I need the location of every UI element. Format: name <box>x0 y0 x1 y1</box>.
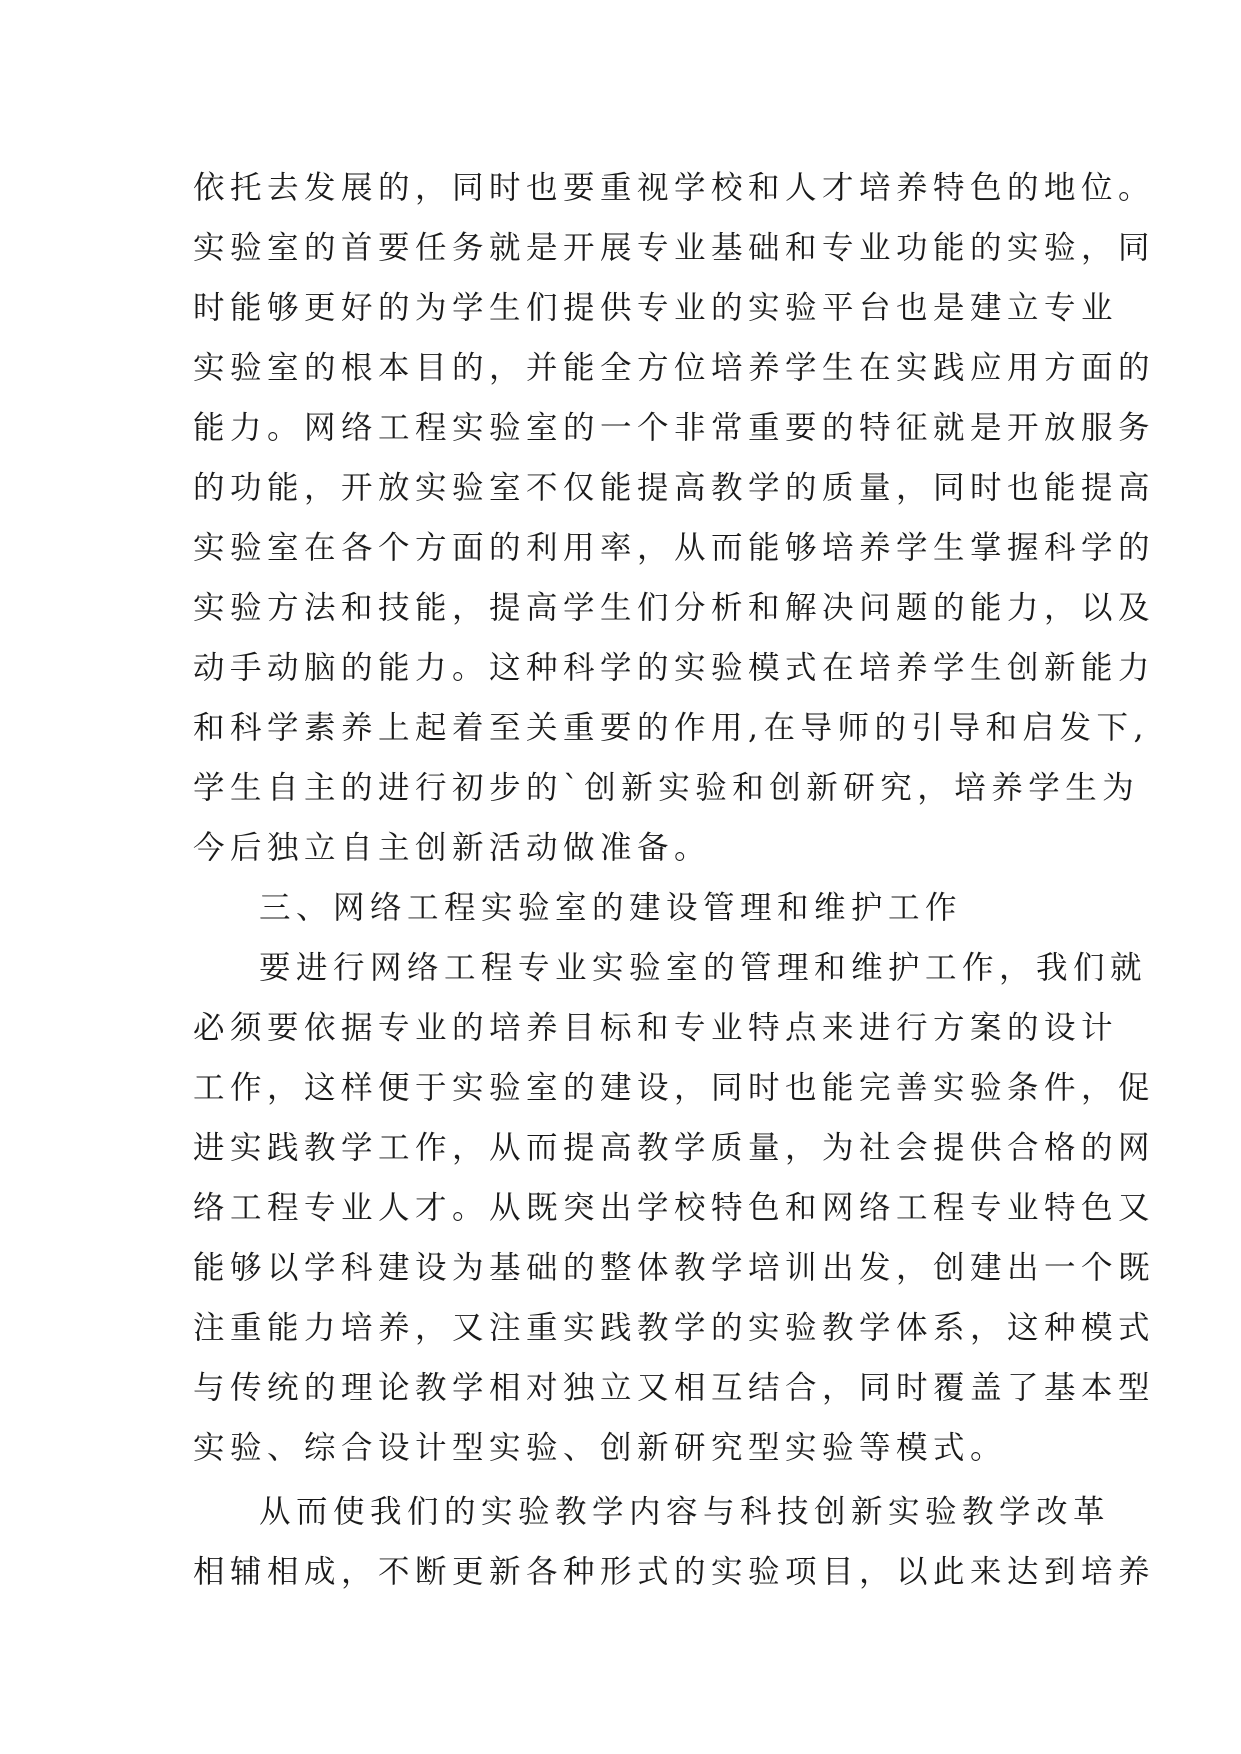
paragraph-line: 动手动脑的能力。这种科学的实验模式在培养学生创新能力 <box>193 650 1156 686</box>
paragraph-line: 进实践教学工作，从而提高教学质量，为社会提供合格的网 <box>193 1130 1156 1166</box>
paragraph-line: 与传统的理论教学相对独立又相互结合，同时覆盖了基本型 <box>193 1370 1156 1406</box>
paragraph-line: 能力。网络工程实验室的一个非常重要的特征就是开放服务 <box>193 410 1156 446</box>
paragraph-line: 络工程专业人才。从既突出学校特色和网络工程专业特色又 <box>193 1190 1156 1226</box>
paragraph-line: 实验室在各个方面的利用率，从而能够培养学生掌握科学的 <box>193 530 1156 566</box>
body-text <box>193 158 1156 1602</box>
paragraph-line: 实验方法和技能，提高学生们分析和解决问题的能力，以及 <box>193 590 1156 626</box>
paragraph-line: 注重能力培养，又注重实践教学的实验教学体系，这种模式 <box>193 1310 1156 1346</box>
paragraph-line: 时能够更好的为学生们提供专业的实验平台也是建立专业 <box>193 290 1119 326</box>
paragraph-line: 能够以学科建设为基础的整体教学培训出发，创建出一个既 <box>193 1250 1156 1286</box>
paragraph-line: 和科学素养上起着至关重要的作用,在导师的引导和启发下, <box>193 710 1150 746</box>
paragraph-line: 相辅相成，不断更新各种形式的实验项目，以此来达到培养 <box>193 1554 1156 1590</box>
section-heading: 三、网络工程实验室的建设管理和维护工作 <box>259 890 963 926</box>
paragraph-line: 学生自主的进行初步的`创新实验和创新研究，培养学生为 <box>193 770 1140 806</box>
paragraph-line: 实验、综合设计型实验、创新研究型实验等模式。 <box>193 1430 1008 1466</box>
paragraph-line: 要进行网络工程专业实验室的管理和维护工作，我们就 <box>259 950 1148 986</box>
paragraph-line: 必须要依据专业的培养目标和专业特点来进行方案的设计 <box>193 1010 1119 1046</box>
paragraph-line: 依托去发展的，同时也要重视学校和人才培养特色的地位。 <box>193 170 1156 206</box>
paragraph-line: 实验室的根本目的，并能全方位培养学生在实践应用方面的 <box>193 350 1156 386</box>
paragraph-line: 今后独立自主创新活动做准备。 <box>193 830 712 866</box>
paragraph-line: 的功能，开放实验室不仅能提高教学的质量，同时也能提高 <box>193 470 1156 506</box>
paragraph-line: 从而使我们的实验教学内容与科技创新实验教学改革 <box>259 1494 1111 1530</box>
paragraph-line: 实验室的首要任务就是开展专业基础和专业功能的实验，同 <box>193 230 1156 266</box>
paragraph-line: 工作，这样便于实验室的建设，同时也能完善实验条件，促 <box>193 1070 1156 1106</box>
